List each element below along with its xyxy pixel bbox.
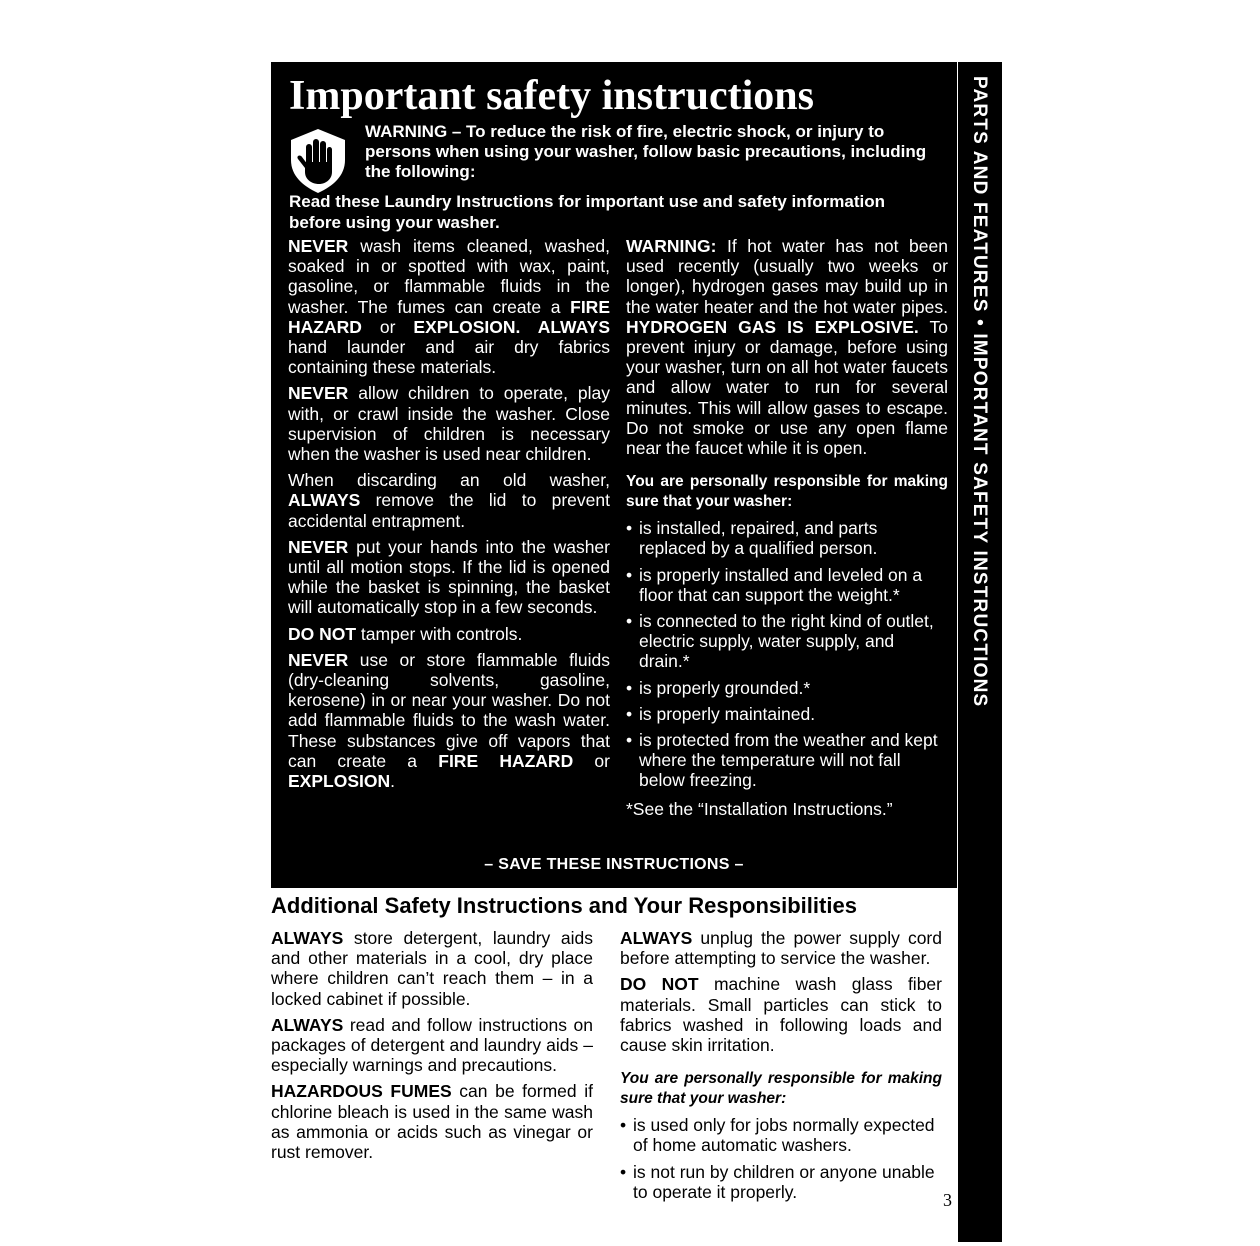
lead-word: DO NOT: [288, 623, 357, 644]
responsibility-item: • is connected to the right kind of outlet, electric supply, water supply, and drain.*: [626, 611, 948, 672]
emphasis-text: FIRE HAZARD: [288, 296, 610, 337]
body-text: tamper with controls.: [356, 623, 523, 644]
save-instructions-banner: – SAVE THESE INSTRUCTIONS –: [484, 856, 744, 873]
safety-rule-paragraph: [288, 383, 610, 464]
additional-rule-paragraph: [620, 928, 942, 968]
lead-word: ALWAYS: [271, 928, 344, 948]
body-text: If hot water has not been used recently (usually two weeks or longer), hydrogen gases may build up in the water heater and the hot water pipes.: [626, 236, 948, 317]
emphasis-text: EXPLOSION. ALWAYS: [413, 316, 610, 337]
additional-right-column: [620, 928, 942, 1208]
safety-instructions-panel: [271, 62, 957, 888]
body-text: use or store flammable fluids (dry-cleaning solvents, gasoline, kerosene) in or near your washer. Do not add flammable fluids to the wash water. These substances give off vapors that can create a: [288, 649, 610, 771]
side-tab-label: PARTS AND FEATURES • IMPORTANT SAFETY INSTRUCTIONS: [969, 76, 990, 708]
additional-responsible-list: [620, 1115, 942, 1202]
hydrogen-warning-paragraph: [626, 236, 948, 458]
body-text: read and follow instructions on packages of detergent and laundry aids – especially warnings and precautions.: [271, 1014, 593, 1076]
stop-hand-icon: [283, 126, 353, 196]
lead-word: WARNING:: [626, 236, 717, 256]
responsible-heading: You are personally responsible for making sure that your washer:: [626, 473, 948, 511]
responsible-list: [626, 518, 948, 790]
responsibility-item: • is protected from the weather and kept where the temperature will not fall below freezing.: [626, 730, 948, 791]
responsibility-item: • is used only for jobs normally expected of home automatic washers.: [620, 1115, 942, 1155]
installation-footnote: *See the “Installation Instructions.”: [626, 798, 893, 819]
body-text: .: [390, 771, 395, 792]
warning-text: WARNING – To reduce the risk of fire, electric shock, or injury to persons when using your washer, follow basic precautions, including the following:: [365, 122, 927, 181]
body-text: unplug the power supply cord before attempting to service the washer.: [620, 928, 942, 969]
body-text: remove the lid to prevent accidental entrapment.: [288, 490, 610, 531]
additional-left-column: [271, 928, 593, 1168]
responsibility-item: • is properly grounded.*: [626, 678, 948, 698]
safety-rule-paragraph: [288, 537, 610, 618]
lead-word: ALWAYS: [271, 1014, 344, 1035]
lead-word: NEVER: [288, 649, 349, 670]
responsibility-item: • is properly installed and leveled on a floor that can support the weight.*: [626, 565, 948, 605]
additional-rule-paragraph: [620, 974, 942, 1055]
body-text: or: [573, 750, 610, 771]
body-text: hand launder and air dry fabrics containing these materials.: [288, 337, 610, 378]
panel-right-column: [626, 236, 948, 825]
read-instructions-intro: Read these Laundry Instructions for important use and safety information before using your washer.: [289, 192, 886, 232]
emphasis-text: EXPLOSION: [288, 771, 391, 792]
lead-word: HAZARDOUS FUMES: [271, 1081, 452, 1102]
lead-word: NEVER: [288, 536, 349, 557]
additional-safety-heading: Additional Safety Instructions and Your Responsibilities: [271, 893, 857, 918]
responsibility-item: • is installed, repaired, and parts replaced by a qualified person.: [626, 518, 948, 558]
responsibility-item: • is not run by children or anyone unable to operate it properly.: [620, 1162, 942, 1202]
body-text: can be formed if chlorine bleach is used in the same wash as ammonia or acids such as vinegar or rust remover.: [271, 1081, 593, 1163]
body-text: To prevent injury or damage, before using your washer, turn on all hot water faucets and allow water to run for several minutes. This will allow gases to escape. Do not smoke or use any open flame near the faucet while it is open.: [626, 316, 948, 459]
additional-rule-paragraph: [271, 1081, 593, 1162]
safety-rule-paragraph: [288, 470, 610, 531]
page-title: Important safety instructions: [289, 73, 814, 119]
body-text: put your hands into the washer until all motion stops. If the lid is opened while the basket is spinning, the basket will automatically stop in a few seconds.: [288, 536, 610, 618]
body-text: store detergent, laundry aids and other materials in a cool, dry place where children can’t reach them – in a locked cabinet if possible.: [271, 928, 593, 1009]
body-text: or: [361, 316, 414, 337]
safety-rule-paragraph: [288, 624, 610, 644]
page-number: 3: [943, 1190, 952, 1210]
lead-word: NEVER: [288, 383, 349, 404]
safety-rule-paragraph: [288, 650, 610, 791]
safety-rule-paragraph: [288, 236, 610, 377]
body-text: wash items cleaned, washed, soaked in or spotted with wax, paint, gasoline, or flammable fluids in the washer. The fumes can create a: [288, 236, 610, 317]
body-text: allow children to operate, play with, or crawl inside the washer. Close supervision of children is necessary when the washer is used near children.: [288, 383, 610, 465]
emphasis-text: HYDROGEN GAS IS EXPLOSIVE.: [626, 316, 919, 337]
lead-word: ALWAYS: [620, 928, 693, 948]
panel-left-column: [288, 236, 610, 797]
body-text: When discarding an old washer,: [288, 470, 610, 491]
additional-rule-paragraph: [271, 928, 593, 1009]
lead-word: NEVER: [288, 236, 349, 256]
additional-responsible-heading: You are personally responsible for making sure that your washer:: [620, 1070, 942, 1108]
emphasis-text: FIRE HAZARD: [438, 750, 574, 771]
responsibility-item: • is properly maintained.: [626, 704, 948, 724]
body-text: machine wash glass fiber materials. Small particles can stick to fabrics washed in following loads and cause skin irritation.: [620, 974, 942, 1056]
section-side-tab: [958, 62, 1002, 1242]
additional-rule-paragraph: [271, 1015, 593, 1076]
emphasis-text: ALWAYS: [288, 490, 361, 511]
lead-word: DO NOT: [620, 974, 699, 995]
